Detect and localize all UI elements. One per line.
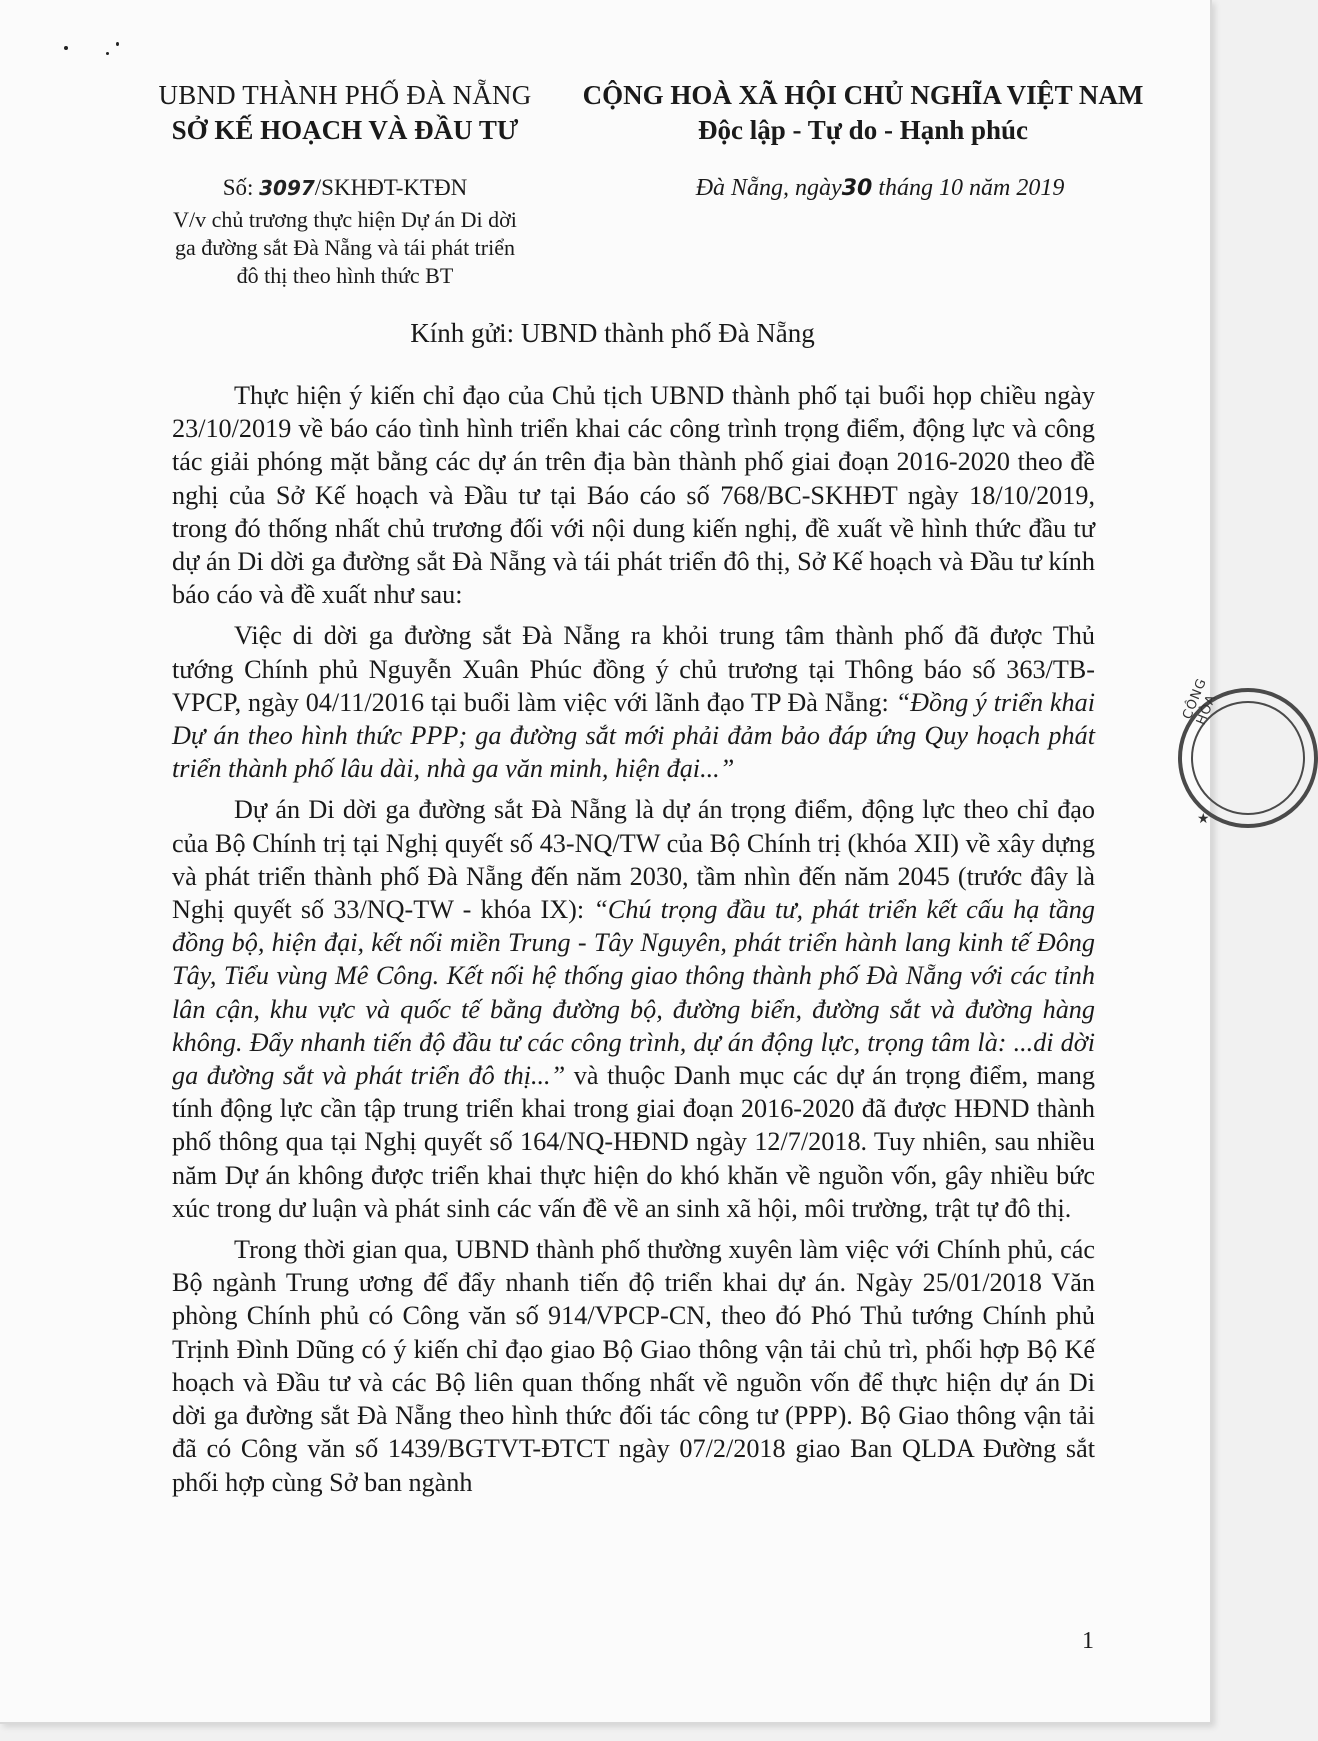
- document-number: [150, 174, 540, 202]
- paragraph-2-text: Việc di dời ga đường sắt Đà Nẵng ra khỏi trung tâm thành phố đã được Thủ tướng Chính phủ Nguyễn Xuân Phúc đồng ý chủ trương tại Thông báo số 363/TB-VPCP, ngày 04/11/2016 tại buổi làm việc với lãnh đạo TP Đà Nẵng:: [172, 621, 1095, 717]
- recipient-line: Kính gửi: UBND thành phố Đà Nẵng: [410, 318, 815, 348]
- paragraph-1: Thực hiện ý kiến chỉ đạo của Chủ tịch UBND thành phố tại buổi họp chiều ngày 23/10/2019 về báo cáo tình hình triển khai các công trình trọng điểm, động lực và công tác giải phóng mặt bằng các dự án trên địa bàn thành phố giai đoạn 2016-2020 theo đề nghị của Sở Kế hoạch và Đầu tư tại Báo cáo số 768/BC-SKHĐT ngày 18/10/2019, trong đó thống nhất chủ trương đối với nội dung kiến nghị, đề xuất về hình thức đầu tư dự án Di dời ga đường sắt Đà Nẵng và tái phát triển đô thị, Sở Kế hoạch và Đầu tư kính báo cáo và đề xuất như sau:: [172, 381, 1095, 610]
- national-header: [548, 78, 1178, 148]
- agency-line-2: SỞ KẾ HOẠCH VÀ ĐẦU TƯ: [171, 115, 519, 145]
- issuing-agency: [150, 78, 540, 148]
- issue-date: [640, 174, 1120, 203]
- paragraph-2-quote: “Đồng ý triển khai Dự án theo hình thức PPP; ga đường sắt mới phải đảm bảo đáp ứng Quy hoạch phát triển thành phố lâu dài, nhà ga văn minh, hiện đại...”: [172, 687, 1095, 784]
- paragraph-3-rest: và thuộc Danh mục các dự án trọng điểm, mang tính động lực cần tập trung triển khai trong giai đoạn 2016-2020 đã được HĐND thành phố thông qua tại Nghị quyết số 164/NQ-HĐND ngày 12/7/2018. Tuy nhiên, sau nhiều năm Dự án không được triển khai thực hiện do khó khăn về nguồn vốn, gây nhiều bức xúc trong dư luận và phát sinh các vấn đề về an sinh xã hội, môi trường, trật tự đô thị.: [172, 1061, 1095, 1223]
- seal-star-icon: ★: [1197, 812, 1210, 827]
- date-suffix: tháng 10 năm 2019: [872, 175, 1065, 201]
- doc-number-handwritten: 3097: [259, 176, 315, 200]
- paragraph-3: [172, 793, 1095, 1225]
- date-prefix: Đà Nẵng, ngày: [695, 175, 842, 201]
- subject-block: [150, 206, 540, 290]
- paragraph-3-text: Dự án Di dời ga đường sắt Đà Nẵng là dự án trọng điểm, động lực theo chỉ đạo của Bộ Chính trị tại Nghị quyết số 43-NQ/TW của Bộ Chính trị (khóa XII) về xây dựng và phát triển thành phố Đà Nẵng đến năm 2030, tầm nhìn đến năm 2045 (trước đây là Nghị quyết số 33/NQ-TW - khóa IX):: [172, 795, 1095, 925]
- nation-motto: Độc lập - Tự do - Hạnh phúc: [697, 115, 1029, 145]
- paragraph-3-quote: “Chú trọng đầu tư, phát triển kết cấu hạ tầng đồng bộ, hiện đại, kết nối miền Trung - Tây Nguyên, phát triển hành lang kinh tế Đông Tây, Tiểu vùng Mê Công. Kết nối hệ thống giao thông thành phố Đà Nẵng với các tỉnh lân cận, khu vực và quốc tế bằng đường bộ, đường biển, đường sắt và đường hàng không. Đẩy nhanh tiến độ đầu tư các công trình, dự án động lực, trọng tâm là: ...di dời ga đường sắt và phát triển đô thị...”: [172, 895, 1095, 1091]
- subject-line: đô thị theo hình thức BT: [236, 263, 454, 288]
- subject-line: ga đường sắt Đà Nẵng và tái phát triển: [174, 235, 515, 260]
- paragraph-2: [172, 619, 1095, 785]
- page-number: 1: [1082, 1628, 1094, 1654]
- doc-number-prefix: Số:: [222, 175, 260, 200]
- nation-title: CỘNG HOÀ XÃ HỘI CHỦ NGHĨA VIỆT NAM: [582, 80, 1144, 110]
- scan-speck: [116, 42, 119, 46]
- agency-line-1: UBND THÀNH PHỐ ĐÀ NẴNG: [158, 80, 532, 110]
- scan-speck: [106, 52, 109, 55]
- subject-line: V/v chủ trương thực hiện Dự án Di dời: [173, 207, 517, 232]
- doc-number-suffix: /SKHĐT-KTĐN: [314, 175, 468, 200]
- scan-speck: [64, 46, 68, 50]
- seal-text: CÔNG HÒA: [1180, 676, 1220, 728]
- paragraph-4: Trong thời gian qua, UBND thành phố thường xuyên làm việc với Chính phủ, các Bộ ngành Trung ương để đẩy nhanh tiến độ triển khai dự án. Ngày 25/01/2018 Văn phòng Chính phủ có Công văn số 914/VPCP-CN, theo đó Phó Thủ tướng Chính phủ Trịnh Đình Dũng có ý kiến chỉ đạo giao Bộ Giao thông vận tải chủ trì, phối hợp Bộ Kế hoạch và Đầu tư và các Bộ liên quan thống nhất về nguồn vốn để thực hiện dự án Di dời ga đường sắt Đà Nẵng theo hình thức đối tác công tư (PPP). Bộ Giao thông vận tải đã có Công văn số 1439/BGTVT-ĐTCT ngày 07/2/2018 giao Ban QLDA Đường sắt phối hợp cùng Sở ban ngành: [172, 1235, 1095, 1497]
- document-body: [172, 379, 1095, 1507]
- date-day-handwritten: 30: [841, 176, 873, 201]
